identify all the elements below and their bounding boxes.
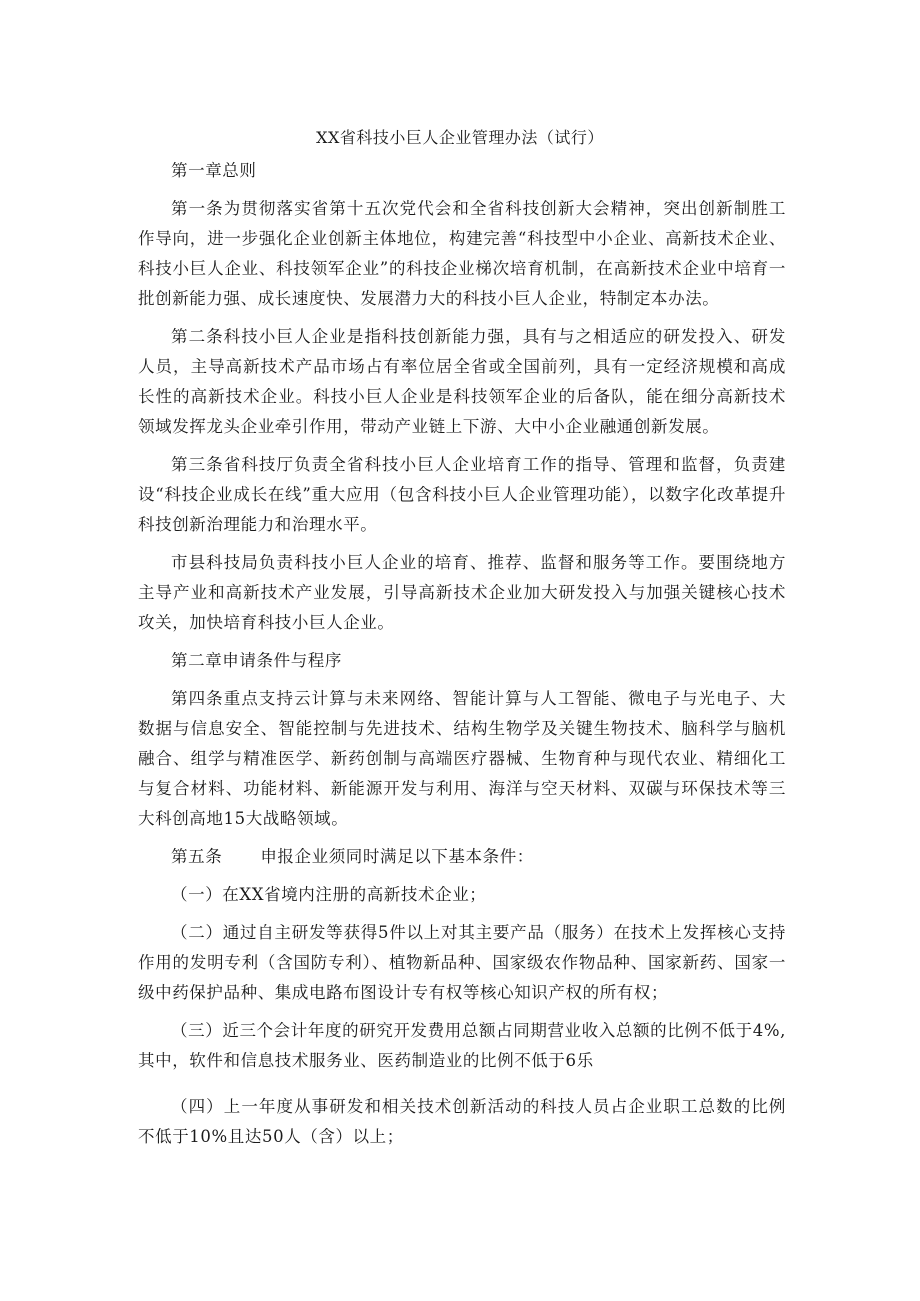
article-5-text: 申报企业须同时满足以下基本条件： (260, 847, 534, 866)
document-title: XX省科技小巨人企业管理办法（试行） (316, 128, 604, 147)
condition-1: （一）在XX省境内注册的高新技术企业； (171, 885, 487, 904)
county-bureau-paragraph: 市县科技局负责科技小巨人企业的培育、推荐、监督和服务等工作。要围绕地方主导产业和高新技术产业发展，引导高新技术企业加大研发投入与加强关键核心技术攻关，加快培育科技小巨人企业。 (138, 553, 786, 632)
article-1-paragraph: 第一条为贯彻落实省第十五次党代会和全省科技创新大会精神，突出创新制胜工作导向，进一步强化企业创新主体地位，构建完善“科技型中小企业、高新技术企业、科技小巨人企业、科技领军企业”的科技企业梯次培育机制，在高新技术企业中培育一批创新能力强、成长速度快、发展潜力大的科技小巨人企业，特制定本办法。 (138, 199, 786, 308)
article-2-paragraph: 第二条科技小巨人企业是指科技创新能力强，具有与之相适应的研发投入、研发人员，主导高新技术产品市场占有率位居全省或全国前列，具有一定经济规模和高成长性的高新技术企业。科技小巨人企业是科技领军企业的后备队，能在细分高新技术领域发挥龙头企业牵引作用，带动产业链上下游、大中小企业融通创新发展。 (138, 327, 786, 436)
document-body (138, 156, 786, 1160)
condition-4: （四）上一年度从事研发和相关技术创新活动的科技人员占企业职工总数的比例不低于10%且达50人（含）以上； (138, 1097, 786, 1146)
article-3-paragraph: 第三条省科技厅负责全省科技小巨人企业培育工作的指导、管理和监督，负责建设“科技企业成长在线”重大应用（包含科技小巨人企业管理功能），以数字化改革提升科技创新治理能力和治理水平。 (138, 455, 786, 534)
chapter-heading-2: 第二章申请条件与程序 (171, 651, 342, 670)
article-4-paragraph: 第四条重点支持云计算与未来网络、智能计算与人工智能、微电子与光电子、大数据与信息安全、智能控制与先进技术、结构生物学及关键生物技术、脑科学与脑机融合、组学与精准医学、新药创制与高端医疗器械、生物育种与现代农业、精细化工与复合材料、功能材料、新能源开发与利用、海洋与空天材料、双碳与环保技术等三大科创高地15大战略领域。 (138, 689, 786, 828)
article-5-label: 第五条 (171, 847, 223, 866)
condition-2: （二）通过自主研发等获得5件以上对其主要产品（服务）在技术上发挥核心支持作用的发明专利（含国防专利）、植物新品种、国家级农作物品种、国家新药、国家一级中药保护品种、集成电路布图设计专有权等核心知识产权的所有权； (138, 923, 786, 1002)
condition-3: （三）近三个会计年度的研究开发费用总额占同期营业收入总额的比例不低于4%,其中，软件和信息技术服务业、医药制造业的比例不低于6乐 (138, 1021, 786, 1070)
chapter-heading-1: 第一章总则 (171, 161, 257, 180)
article-5-paragraph (138, 842, 786, 872)
